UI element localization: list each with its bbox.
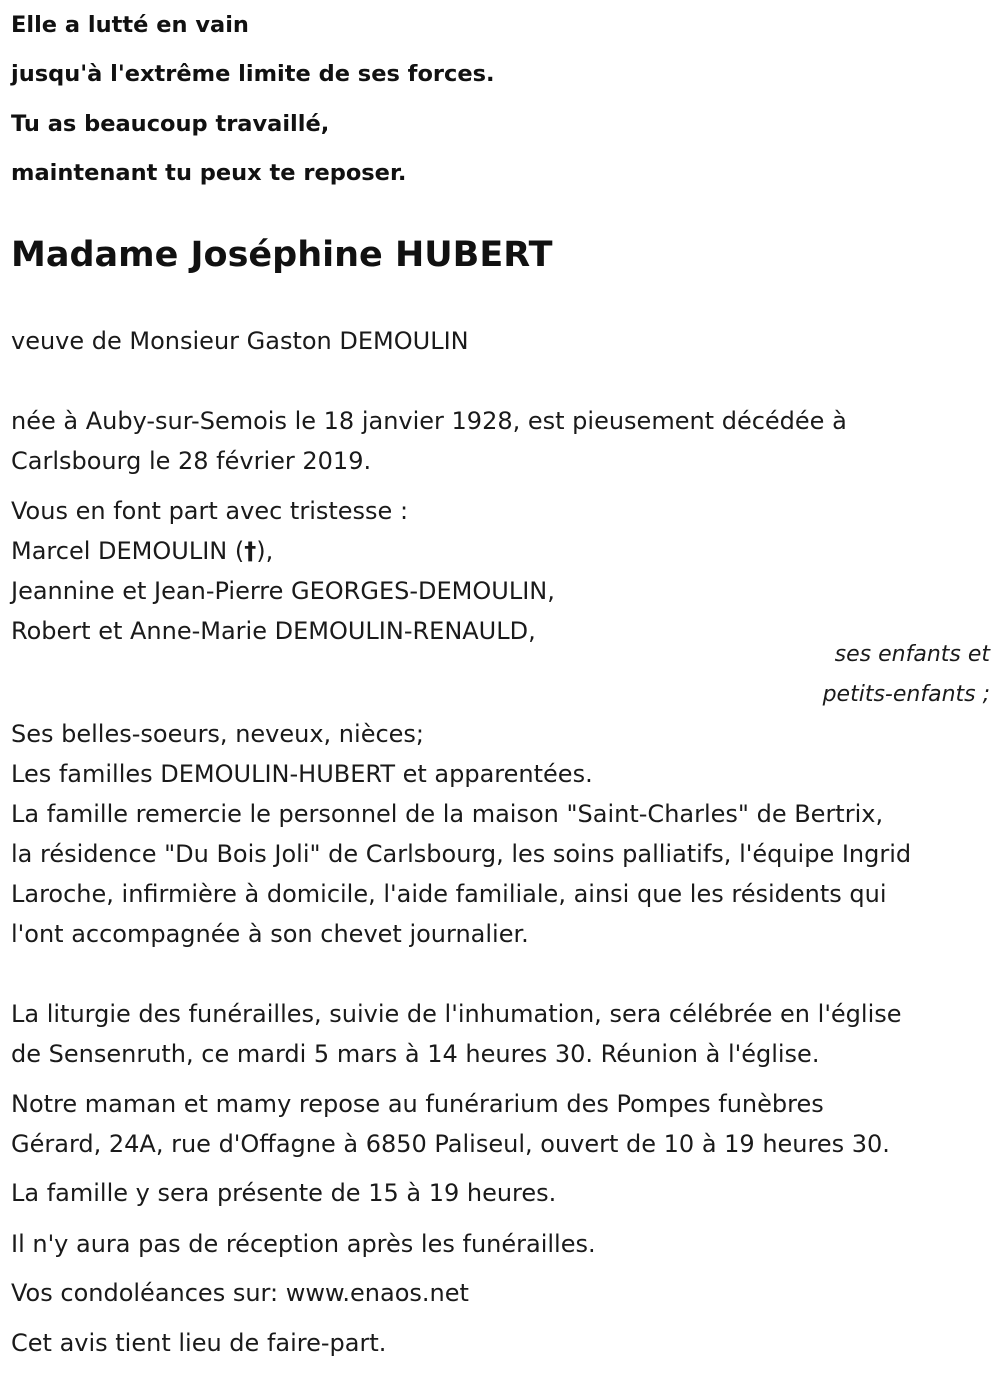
presence-line: La famille y sera présente de 15 à 19 heures. — [11, 1179, 557, 1207]
others-line-1: Ses belles-soeurs, neveux, nièces; — [11, 720, 425, 748]
child-2: Jeannine et Jean-Pierre GEORGES-DEMOULIN, — [11, 577, 555, 605]
family-intro: Vous en font part avec tristesse : — [11, 497, 409, 525]
thanks-line-1: La famille remercie le personnel de la maison "Saint-Charles" de Bertrix, — [11, 800, 884, 828]
reception-line: Il n'y aura pas de réception après les funérailles. — [11, 1230, 596, 1258]
child-1 — [11, 536, 273, 566]
cross-icon: † — [244, 537, 257, 565]
poem-line-4: maintenant tu peux te reposer. — [11, 160, 407, 186]
relation-line-2: petits-enfants ; — [822, 682, 990, 707]
others-line-2: Les familles DEMOULIN-HUBERT et apparentées. — [11, 760, 593, 788]
thanks-line-4: l'ont accompagnée à son chevet journalier. — [11, 920, 529, 948]
funerarium-line-1: Notre maman et mamy repose au funérarium des Pompes funèbres — [11, 1090, 824, 1118]
birth-death-line-1: née à Auby-sur-Semois le 18 janvier 1928, est pieusement décédée à — [11, 407, 847, 435]
child-1-end: ), — [256, 537, 274, 565]
thanks-line-2: la résidence "Du Bois Joli" de Carlsbourg, les soins palliatifs, l'équipe Ingrid — [11, 840, 912, 868]
funerarium-line-2: Gérard, 24A, rue d'Offagne à 6850 Paliseul, ouvert de 10 à 19 heures 30. — [11, 1130, 890, 1158]
child-3: Robert et Anne-Marie DEMOULIN-RENAULD, — [11, 617, 536, 645]
notice-line: Cet avis tient lieu de faire-part. — [11, 1329, 387, 1357]
liturgy-line-1: La liturgie des funérailles, suivie de l'inhumation, sera célébrée en l'église — [11, 1000, 902, 1028]
deceased-name: Madame Joséphine HUBERT — [11, 235, 553, 275]
poem-line-1: Elle a lutté en vain — [11, 12, 249, 38]
birth-death-line-2: Carlsbourg le 28 février 2019. — [11, 447, 372, 475]
poem-line-2: jusqu'à l'extrême limite de ses forces. — [11, 61, 495, 87]
poem-line-3: Tu as beaucoup travaillé, — [11, 111, 330, 137]
relation-line-1: ses enfants et — [834, 642, 990, 667]
thanks-line-3: Laroche, infirmière à domicile, l'aide familiale, ainsi que les résidents qui — [11, 880, 887, 908]
spouse-line: veuve de Monsieur Gaston DEMOULIN — [11, 327, 469, 355]
condolences-line: Vos condoléances sur: www.enaos.net — [11, 1279, 469, 1307]
child-1-name: Marcel DEMOULIN ( — [11, 537, 245, 565]
liturgy-line-2: de Sensenruth, ce mardi 5 mars à 14 heures 30. Réunion à l'église. — [11, 1040, 820, 1068]
